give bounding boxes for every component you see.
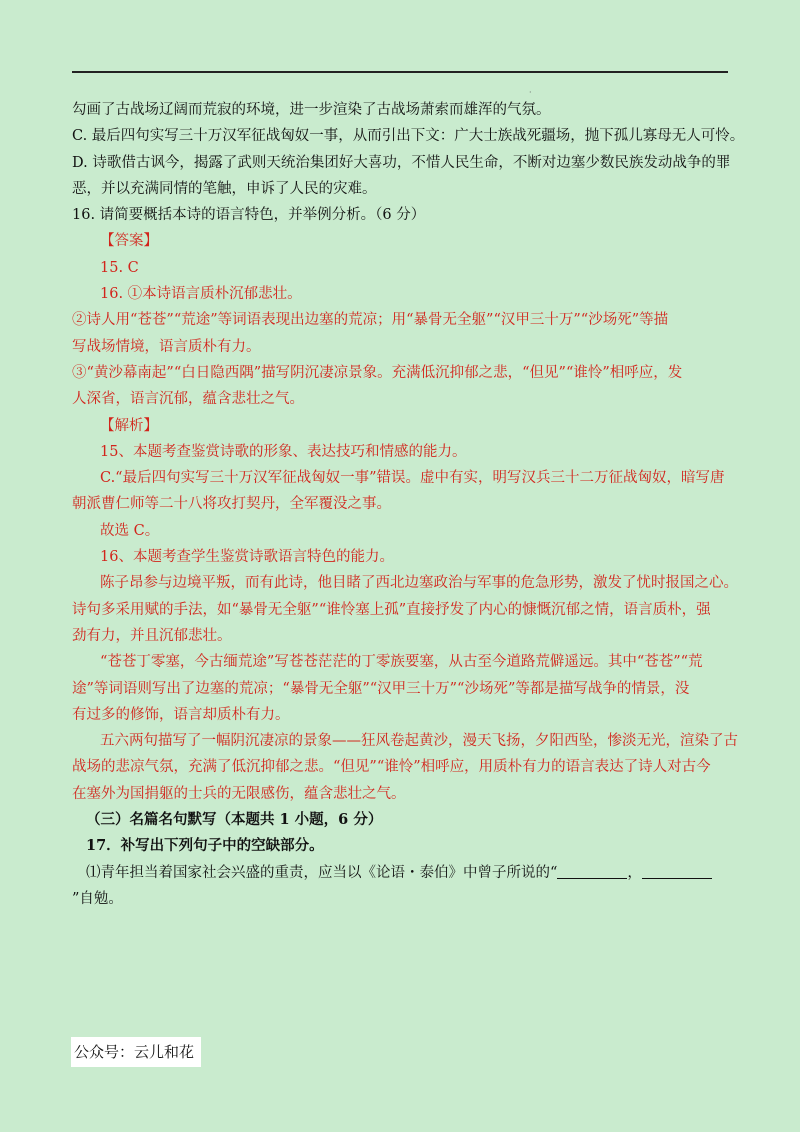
text-line: D. 诗歌借古讽今，揭露了武则天统治集团好大喜功，不惜人民生命，不断对边塞少数民族发动战争的罪 — [72, 154, 731, 171]
text-line: 15. C — [100, 259, 139, 276]
text-line: 17．补写出下列句子中的空缺部分。 — [86, 837, 324, 855]
decorative-dot: · — [529, 88, 532, 97]
document-body — [72, 97, 745, 912]
text-line: 途”等词语则写出了边塞的荒凉；“暴骨无全躯”“汉甲三十万”“沙场死”等都是描写战争的情景，没 — [72, 680, 690, 697]
text-line: 恶，并以充满同情的笔触，申诉了人民的灾难。 — [72, 180, 377, 197]
text-line: 有过多的修饰，语言却质朴有力。 — [72, 706, 290, 723]
text-line: 【解析】 — [100, 417, 158, 434]
text-line: （三）名篇名句默写（本题共 1 小题，6 分） — [86, 811, 383, 829]
text-line: 16. 请简要概括本诗的语言特色，并举例分析。（6 分） — [72, 207, 426, 224]
text-line: 战场的悲凉气氛，充满了低沉抑郁之悲。“但见”“谁怜”相呼应，用质朴有力的语言表达了诗人对古今 — [72, 759, 711, 776]
q17-item-1-comma: ， — [627, 864, 642, 881]
blank-2[interactable] — [642, 863, 712, 879]
text-line: 劲有力，并且沉郁悲壮。 — [72, 627, 232, 644]
text-line: C.“最后四句实写三十万汉军征战匈奴一事”错误。虚中有实，明写汉兵三十二万征战匈奴，暗写唐 — [100, 470, 725, 487]
text-line: 16. ①本诗语言质朴沉郁悲壮。 — [100, 286, 302, 303]
text-line: ③“黄沙幕南起”“白日隐西隅”描写阴沉凄凉景象。充满低沉抑郁之悲，“但见”“谁怜”相呼应，发 — [72, 364, 683, 381]
text-line: 15、本题考查鉴赏诗歌的形象、表达技巧和情感的能力。 — [100, 443, 467, 460]
blank-1[interactable] — [557, 863, 627, 879]
text-line: C. 最后四句实写三十万汉军征战匈奴一事，从而引出下文：广大士族战死疆场，抛下孤儿寡母无人可怜。 — [72, 128, 745, 145]
text-line: 写战场情境，语言质朴有力。 — [72, 338, 261, 355]
text-line: 【答案】 — [100, 233, 158, 250]
q17-item-1-line1 — [72, 860, 728, 886]
text-lines — [72, 97, 745, 860]
header-rule — [72, 71, 728, 73]
text-line: 朝派曹仁师等二十八将攻打契丹，全军覆没之事。 — [72, 496, 391, 513]
text-line: 在塞外为国捐躯的士兵的无限感伤，蕴含悲壮之气。 — [72, 785, 406, 802]
text-line: 诗句多采用赋的手法，如“暴骨无全躯”“谁怜塞上孤”直接抒发了内心的慷慨沉郁之情，语言质朴，强 — [72, 601, 711, 618]
q17-item-1-line2 — [72, 886, 728, 912]
text-line: “苍苍丁零塞，今古缅荒途”写苍苍茫茫的丁零族要塞，从古至今道路荒僻遥远。其中“苍苍”“荒 — [100, 654, 703, 671]
text-line: 陈子昂参与边境平叛，而有此诗，他目睹了西北边塞政治与军事的危急形势，激发了忧时报国之心。 — [100, 575, 738, 592]
text-line: ②诗人用“苍苍”“荒途”等词语表现出边塞的荒凉；用“暴骨无全躯”“汉甲三十万”“沙场死”等描 — [72, 312, 669, 329]
watermark-label: 公众号：云儿和花 — [71, 1037, 201, 1067]
text-line: 故选 C。 — [100, 522, 160, 539]
text-line: 人深省，语言沉郁，蕴含悲壮之气。 — [72, 391, 304, 408]
text-line: 勾画了古战场辽阔而荒寂的环境，进一步渲染了古战场萧索而雄浑的气氛。 — [72, 102, 551, 118]
q17-item-1-prefix: ⑴青年担当着国家社会兴盛的重责，应当以《论语・泰伯》中曾子所说的“ — [86, 864, 558, 881]
text-line: 16、本题考查学生鉴赏诗歌语言特色的能力。 — [100, 549, 394, 566]
q17-item-1-suffix: ”自勉。 — [72, 890, 123, 907]
text-line: 五六两句描写了一幅阴沉凄凉的景象——狂风卷起黄沙，漫天飞扬，夕阳西坠，惨淡无光，渲染了古 — [100, 733, 738, 750]
